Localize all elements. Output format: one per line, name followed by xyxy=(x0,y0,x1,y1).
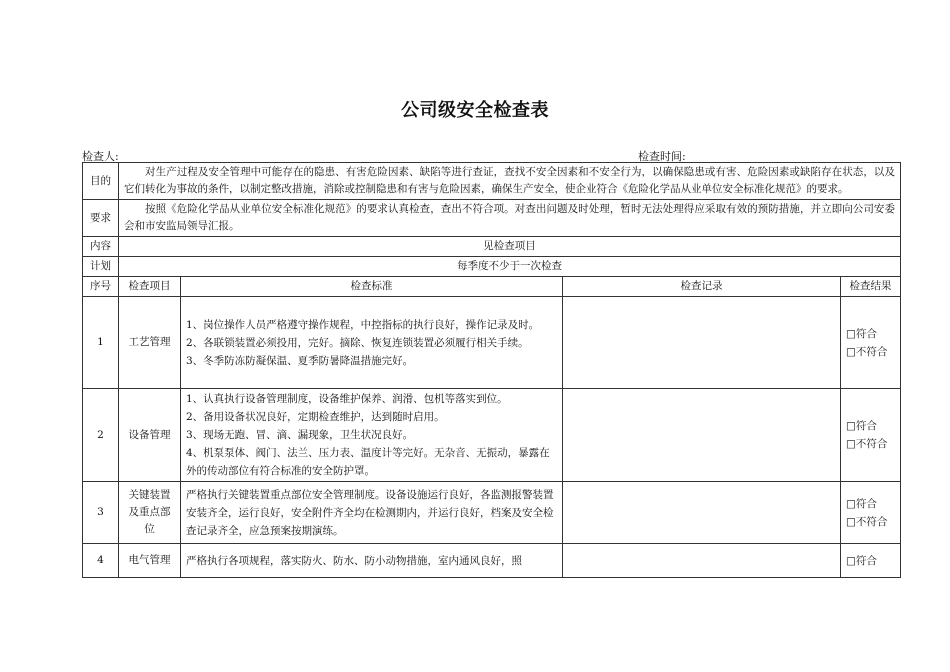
row-standard xyxy=(181,544,563,578)
purpose-label: 目的 xyxy=(83,163,119,200)
header-record: 检查记录 xyxy=(563,277,841,297)
standard-line: 1、认真执行设备管理制度，设备维护保养、润滑、包机等落实到位。 xyxy=(186,393,508,405)
standard-line: 1、岗位操作人员严格遵守操作规程，中控指标的执行良好，操作记录及时。 xyxy=(186,318,540,331)
row-number: 3 xyxy=(83,482,119,544)
row-standard xyxy=(181,389,563,482)
content-label: 内容 xyxy=(83,237,119,257)
standard-line: 严格执行关键装置重点部位安全管理制度。设备设施运行良好，各监测报警装置安装齐全，运行良好，安全附件齐全均在检测期内，并运行良好，档案及安全检查记录齐全，应急预案按期演练。 xyxy=(186,488,554,537)
standard-line: 4、机泵泵体、阀门、法兰、压力表、温度计等完好。无杂音、无振动，暴露在外的传动部位有符合标准的安全防护罩。 xyxy=(186,447,550,477)
result-cell xyxy=(841,297,901,389)
result-option-pass[interactable]: □符合 xyxy=(846,497,877,510)
result-option-pass[interactable]: □符合 xyxy=(846,327,877,340)
purpose-row xyxy=(83,163,901,200)
record-cell[interactable] xyxy=(563,544,841,578)
plan-label: 计划 xyxy=(83,257,119,277)
page-title: 公司级安全检查表 xyxy=(401,100,549,121)
inspector-label: 检查人: xyxy=(82,150,119,163)
record-cell[interactable] xyxy=(563,297,841,389)
content-text: 见检查项目 xyxy=(119,237,901,257)
header-no: 序号 xyxy=(83,277,119,297)
row-item: 电气管理 xyxy=(119,544,181,578)
result-option-fail[interactable]: □不符合 xyxy=(846,438,888,450)
inspection-table xyxy=(82,162,901,578)
row-number: 2 xyxy=(83,389,119,482)
row-item: 关键装置及重点部位 xyxy=(119,482,181,544)
standard-line: 2、备用设备状况良好，定期检查维护，达到随时启用。 xyxy=(186,411,445,423)
purpose-text: 对生产过程及安全管理中可能存在的隐患、有害危险因素、缺陷等进行查证，查找不安全因素和不安全行为，以确保隐患或有害、危险因素或缺陷存在状态，以及它们转化为事故的条件，以制定整改措施，消除或控制隐患和有害与危险因素，确保生产安全，使企业符合《危险化学品从业单位安全标准化规范》的要求。 xyxy=(119,163,901,200)
standard-line: 2、各联锁装置必须投用，完好。摘除、恢复连锁装置必须履行相关手续。 xyxy=(186,336,529,349)
record-cell[interactable] xyxy=(563,389,841,482)
table-row xyxy=(83,389,901,482)
header-standard: 检查标准 xyxy=(181,277,563,297)
row-item: 工艺管理 xyxy=(119,297,181,389)
requirement-text: 按照《危险化学品从业单位安全标准化规范》的要求认真检查，查出不符合项。对查出问题及时处理，暂时无法处理得应采取有效的预防措施，并立即向公司安委会和市安监局领导汇报。 xyxy=(119,200,901,237)
standard-line: 3、现场无跑、冒、滴、漏现象，卫生状况良好。 xyxy=(186,429,414,441)
table-row xyxy=(83,544,901,578)
row-standard xyxy=(181,297,563,389)
table-row xyxy=(83,482,901,544)
header-result: 检查结果 xyxy=(841,277,901,297)
content-row xyxy=(83,237,901,257)
row-number: 1 xyxy=(83,297,119,389)
result-cell xyxy=(841,389,901,482)
row-number: 4 xyxy=(83,544,119,578)
plan-text: 每季度不少于一次检查 xyxy=(119,257,901,277)
table-row xyxy=(83,297,901,389)
standard-line: 3、冬季防冻防凝保温、夏季防暑降温措施完好。 xyxy=(186,354,414,367)
result-option-pass[interactable]: □符合 xyxy=(846,420,877,432)
row-standard xyxy=(181,482,563,544)
result-cell xyxy=(841,544,901,578)
standard-line: 严格执行各项规程，落实防火、防水、防小动物措施，室内通风良好，照 xyxy=(186,554,522,567)
requirement-row xyxy=(83,200,901,237)
plan-row xyxy=(83,257,901,277)
row-item: 设备管理 xyxy=(119,389,181,482)
result-option-fail[interactable]: □不符合 xyxy=(846,515,888,528)
header-item: 检查项目 xyxy=(119,277,181,297)
requirement-label: 要求 xyxy=(83,200,119,237)
result-cell xyxy=(841,482,901,544)
record-cell[interactable] xyxy=(563,482,841,544)
inspection-time-label: 检查时间: xyxy=(638,150,686,163)
column-header-row xyxy=(83,277,901,297)
result-option-fail[interactable]: □不符合 xyxy=(846,345,888,358)
result-option-pass[interactable]: □符合 xyxy=(846,554,877,567)
